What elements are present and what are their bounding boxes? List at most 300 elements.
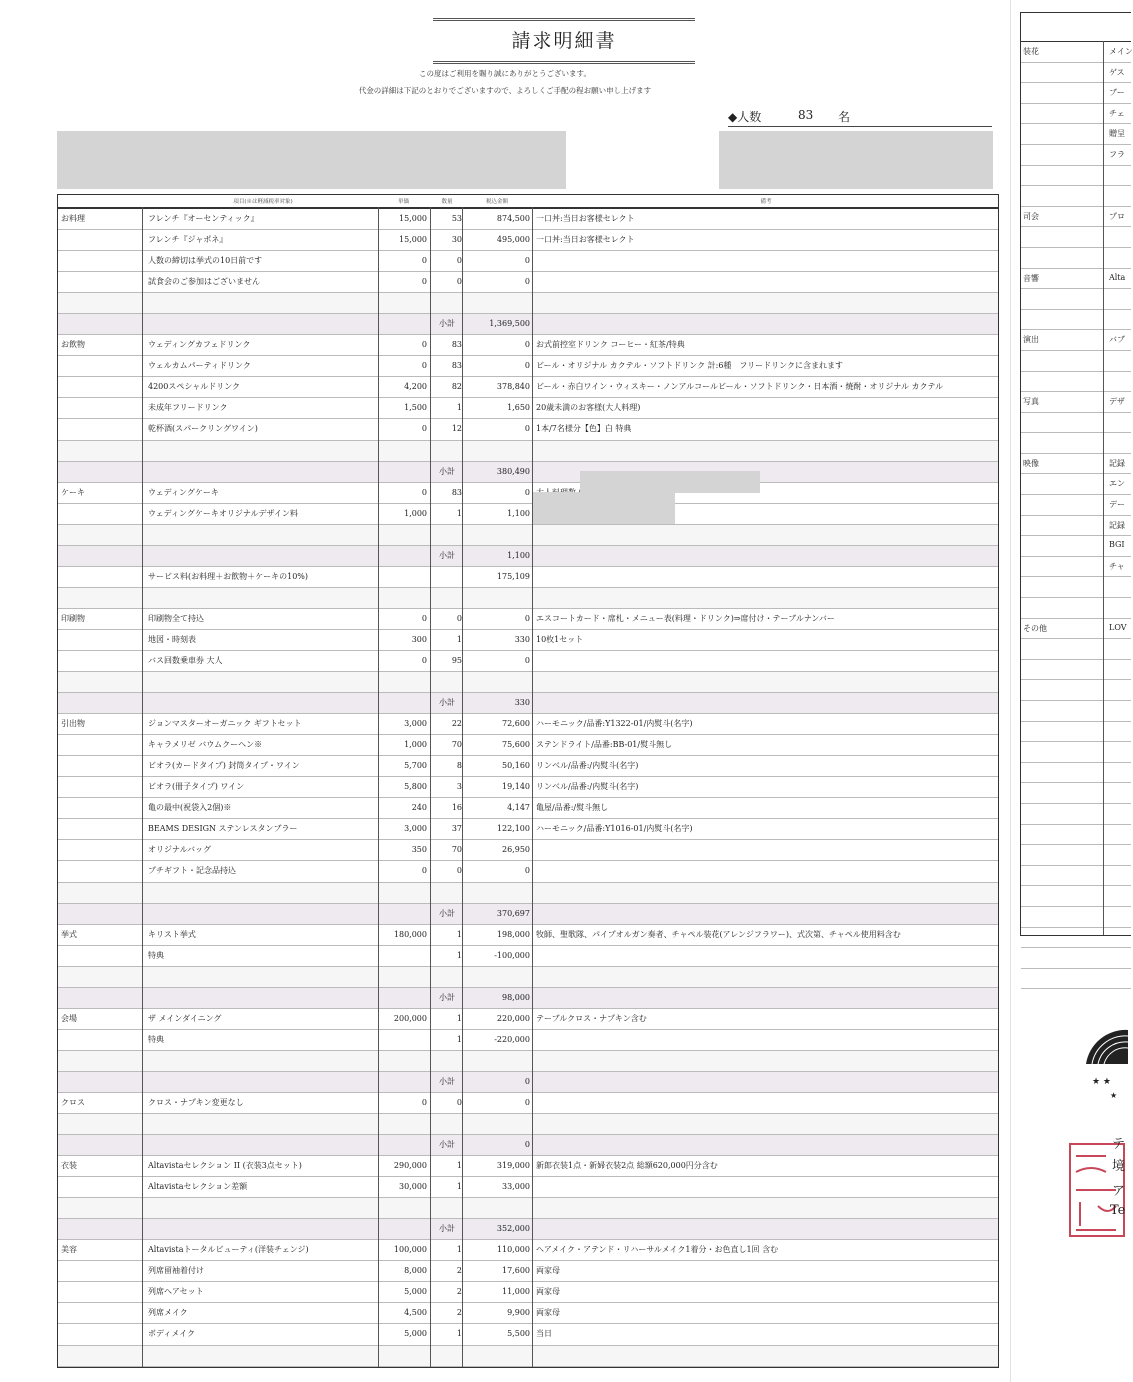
side-table-header bbox=[1021, 13, 1131, 42]
unit-price-cell: 100,000 bbox=[393, 1245, 427, 1255]
side-item-cell: バブ bbox=[1109, 335, 1125, 345]
invoice-table bbox=[57, 194, 999, 1368]
amount-cell: 26,950 bbox=[502, 845, 530, 855]
quantity-cell: 2 bbox=[456, 1266, 462, 1276]
side-table-row bbox=[1021, 619, 1131, 640]
item-cell: ウェルカムパーティドリンク bbox=[148, 361, 251, 371]
side-table-row bbox=[1021, 269, 1131, 290]
side-item-cell: メイン bbox=[1109, 47, 1133, 56]
table-row bbox=[58, 504, 998, 525]
subtotal-row bbox=[58, 546, 998, 567]
amount-cell: 0 bbox=[524, 487, 530, 497]
note-cell bbox=[536, 1093, 996, 1113]
redacted-block bbox=[533, 492, 675, 524]
company-text: ア bbox=[1112, 1184, 1126, 1199]
amount-cell: 330 bbox=[514, 634, 530, 644]
subtotal-amount: 1,369,500 bbox=[489, 319, 530, 329]
unit-price-cell bbox=[380, 946, 427, 966]
side-table-row bbox=[1021, 495, 1131, 516]
subtotal-amount: 98,000 bbox=[502, 992, 530, 1002]
side-table-row bbox=[1021, 104, 1131, 125]
table-row bbox=[58, 588, 998, 609]
side-table-row bbox=[1021, 557, 1131, 578]
note-cell: ステンドライト/品番:BB-01/熨斗無し bbox=[536, 740, 673, 750]
note-cell: エスコートカード・席札・メニュー表(料理・ドリンク)⇒席付け・テーブルナンバー bbox=[536, 613, 835, 623]
item-cell: 亀の最中(祝袋入2個)※ bbox=[148, 803, 232, 813]
amount-cell: 220,000 bbox=[496, 1013, 530, 1023]
category-cell bbox=[61, 1282, 141, 1302]
table-row bbox=[58, 441, 998, 462]
note-cell: リンベル/品番:/内熨斗(名字) bbox=[536, 761, 639, 771]
quantity-cell: 0 bbox=[456, 277, 462, 287]
quantity-cell: 53 bbox=[451, 214, 462, 223]
amount-cell: 75,600 bbox=[502, 740, 530, 750]
subtotal-amount: 380,490 bbox=[496, 466, 530, 476]
note-cell: 1本/7名様分【色】白 特典 bbox=[536, 424, 632, 434]
item-cell: 地図・時刻表 bbox=[148, 634, 196, 644]
subtotal-row bbox=[58, 462, 998, 483]
side-table-row bbox=[1021, 330, 1131, 351]
side-table-row bbox=[1021, 392, 1131, 413]
item-cell: 未成年フリードリンク bbox=[148, 403, 228, 413]
side-item-cell: プロ bbox=[1109, 211, 1125, 221]
side-table-row bbox=[1021, 166, 1131, 187]
unit-price-cell: 30,000 bbox=[399, 1182, 427, 1192]
quantity-cell: 1 bbox=[456, 634, 462, 644]
unit-price-cell: 0 bbox=[421, 866, 427, 876]
unit-price-cell: 200,000 bbox=[393, 1013, 427, 1023]
item-cell: Altavistaセレクション差額 bbox=[148, 1182, 248, 1192]
note-cell: ヘアメイク・アテンド・リハーサルメイク1着分・お色直し1回 含む bbox=[536, 1245, 779, 1255]
amount-cell: 5,500 bbox=[507, 1329, 530, 1339]
table-row bbox=[58, 230, 998, 251]
item-cell: Altavistaトータルビューティ(洋装チェンジ) bbox=[148, 1245, 309, 1255]
unit-price-cell: 5,800 bbox=[404, 782, 427, 792]
note-cell bbox=[536, 272, 996, 292]
quantity-cell: 70 bbox=[451, 740, 462, 750]
note-cell bbox=[536, 251, 996, 271]
item-cell: キリスト挙式 bbox=[148, 929, 196, 939]
subtotal-row bbox=[58, 314, 998, 335]
category-cell bbox=[61, 419, 141, 439]
note-cell: ハーモニック/品番:Y1016-01/内熨斗(名字) bbox=[536, 824, 693, 834]
header-unit: 単価 bbox=[397, 199, 409, 205]
category-cell bbox=[61, 356, 141, 376]
unit-price-cell: 1,000 bbox=[404, 740, 427, 750]
table-row bbox=[58, 525, 998, 546]
amount-cell: 17,600 bbox=[502, 1266, 530, 1276]
amount-cell: 0 bbox=[524, 1097, 530, 1107]
headcount-unit: 名 bbox=[838, 110, 851, 124]
category-cell bbox=[61, 272, 141, 292]
unit-price-cell: 0 bbox=[421, 613, 427, 623]
subtotal-row bbox=[58, 1135, 998, 1156]
item-cell: 試食会のご参加はございません bbox=[148, 277, 260, 287]
amount-cell: 1,100 bbox=[507, 508, 530, 518]
side-table-row bbox=[1021, 372, 1131, 393]
redacted-block bbox=[57, 131, 566, 189]
item-cell: ジョンマスターオーガニック ギフトセット bbox=[148, 719, 302, 729]
side-item-cell: エン bbox=[1109, 479, 1125, 489]
subtotal-row bbox=[58, 693, 998, 714]
table-row bbox=[58, 335, 998, 356]
quantity-cell: 1 bbox=[456, 929, 462, 939]
table-row bbox=[58, 1009, 998, 1030]
quantity-cell: 1 bbox=[456, 1034, 462, 1044]
quantity-cell: 1 bbox=[456, 1013, 462, 1023]
note-cell: 亀屋/品番:/熨斗無し bbox=[536, 803, 609, 813]
item-cell: プチギフト・記念品持込 bbox=[148, 866, 236, 876]
side-table-row bbox=[1021, 83, 1131, 104]
side-table-row bbox=[1021, 742, 1131, 763]
item-cell: 4200スペシャルドリンク bbox=[148, 382, 241, 392]
side-table-row bbox=[1021, 42, 1131, 63]
item-cell: ウェディングケーキオリジナルデザイン料 bbox=[148, 508, 298, 518]
table-row bbox=[58, 651, 998, 672]
side-table-row bbox=[1021, 186, 1131, 207]
quantity-cell: 1 bbox=[456, 403, 462, 413]
note-cell bbox=[536, 567, 996, 587]
headcount-label: ◆人数 bbox=[728, 110, 762, 124]
side-table-row bbox=[1021, 722, 1131, 743]
unit-price-cell: 0 bbox=[421, 340, 427, 350]
note-cell: 両家母 bbox=[536, 1287, 560, 1297]
side-table-row bbox=[1021, 536, 1131, 557]
item-cell: 乾杯酒(スパークリングワイン) bbox=[148, 424, 258, 434]
side-table-row bbox=[1021, 948, 1131, 969]
table-row bbox=[58, 883, 998, 904]
side-table-row bbox=[1021, 310, 1131, 331]
table-row bbox=[58, 419, 998, 440]
item-cell: バス回数乗車券 大人 bbox=[148, 655, 223, 665]
item-cell: ボディメイク bbox=[148, 1329, 196, 1339]
table-row bbox=[58, 714, 998, 735]
amount-cell: 198,000 bbox=[496, 929, 530, 939]
category-cell bbox=[61, 377, 141, 397]
side-item-cell: デー bbox=[1109, 500, 1125, 510]
side-table-row bbox=[1021, 351, 1131, 372]
note-cell bbox=[536, 651, 996, 671]
unit-price-cell: 5,000 bbox=[404, 1329, 427, 1339]
amount-cell: 175,109 bbox=[496, 571, 530, 581]
side-table-row bbox=[1021, 928, 1131, 949]
note-cell: ハーモニック/品番:Y1322-01/内熨斗(名字) bbox=[536, 719, 693, 729]
side-table-row bbox=[1021, 207, 1131, 228]
category-cell: お飲物 bbox=[61, 340, 85, 350]
side-item-cell: デザ bbox=[1109, 397, 1125, 407]
header-item: 項目(※は軽減税率対象) bbox=[233, 199, 293, 205]
side-table-row bbox=[1021, 701, 1131, 722]
category-cell: 美容 bbox=[61, 1245, 77, 1255]
subtotal-amount: 370,697 bbox=[496, 908, 530, 918]
side-table-row bbox=[1021, 680, 1131, 701]
category-cell bbox=[61, 819, 141, 839]
side-item-cell: BGI bbox=[1109, 540, 1125, 550]
subtotal-label: 小計 bbox=[439, 1076, 455, 1086]
category-cell bbox=[61, 1177, 141, 1197]
item-cell: フレンチ『オーセンティック』 bbox=[148, 214, 259, 223]
category-cell bbox=[61, 230, 141, 250]
side-table-row bbox=[1021, 433, 1131, 454]
table-row bbox=[58, 967, 998, 988]
quantity-cell: 30 bbox=[451, 235, 462, 245]
unit-price-cell: 4,500 bbox=[404, 1308, 427, 1318]
intro-line-2: 代金の詳細は下記のとおりでございますので、よろしくご手配の程お願い申し上げます bbox=[358, 86, 652, 95]
note-cell bbox=[536, 840, 996, 860]
quantity-cell: 1 bbox=[456, 950, 462, 960]
side-table-row bbox=[1021, 866, 1131, 887]
table-row bbox=[58, 209, 998, 230]
unit-price-cell: 1,500 bbox=[404, 403, 427, 413]
table-row bbox=[58, 483, 998, 504]
quantity-cell: 1 bbox=[456, 1329, 462, 1339]
table-row bbox=[58, 1198, 998, 1219]
unit-price-cell: 0 bbox=[421, 256, 427, 266]
quantity-cell: 95 bbox=[451, 655, 462, 665]
unit-price-cell: 5,700 bbox=[404, 761, 427, 771]
unit-price-cell: 0 bbox=[421, 655, 427, 665]
side-item-cell: Alta bbox=[1109, 272, 1126, 282]
subtotal-amount: 0 bbox=[524, 1076, 530, 1086]
subtotal-label: 小計 bbox=[439, 992, 455, 1002]
category-cell bbox=[61, 840, 141, 860]
subtotal-label: 小計 bbox=[439, 698, 455, 708]
amount-cell: 495,000 bbox=[496, 235, 530, 245]
subtotal-label: 小計 bbox=[439, 908, 455, 918]
unit-price-cell: 180,000 bbox=[393, 929, 427, 939]
table-row bbox=[58, 819, 998, 840]
side-table-row bbox=[1021, 474, 1131, 495]
note-cell bbox=[536, 946, 996, 966]
unit-price-cell: 300 bbox=[411, 634, 427, 644]
item-cell: ビオラ(カードタイプ) 封筒タイプ・ワイン bbox=[148, 761, 300, 771]
redacted-block bbox=[719, 131, 993, 189]
category-cell: 衣装 bbox=[61, 1161, 77, 1171]
side-table-row bbox=[1021, 413, 1131, 434]
item-cell: 列席ヘアセット bbox=[148, 1287, 204, 1297]
note-cell: ビール・赤白ワイン・ウィスキー・ノンアルコールビール・ソフトドリンク・日本酒・焼酎・オリジナル カクテル bbox=[536, 382, 944, 392]
item-cell: ビオラ(冊子タイプ) ワイン bbox=[148, 782, 245, 792]
table-row bbox=[58, 630, 998, 651]
category-cell bbox=[61, 251, 141, 271]
note-cell: 一口丼:当日お客様セレクト bbox=[536, 235, 635, 245]
table-row bbox=[58, 356, 998, 377]
side-table-row bbox=[1021, 145, 1131, 166]
item-cell: Altavistaセレクション II (衣装3点セット) bbox=[148, 1161, 302, 1171]
unit-price-cell: 1,000 bbox=[404, 508, 427, 518]
amount-cell: 0 bbox=[524, 866, 530, 876]
category-cell bbox=[61, 946, 141, 966]
amount-cell: 378,840 bbox=[496, 382, 530, 392]
side-item-cell: LOV bbox=[1109, 622, 1127, 632]
amount-cell: 19,140 bbox=[502, 782, 530, 792]
side-table-row bbox=[1021, 516, 1131, 537]
item-cell: 列席メイク bbox=[148, 1308, 188, 1318]
side-item-cell: 贈呈 bbox=[1109, 129, 1125, 139]
category-cell: 引出物 bbox=[61, 719, 85, 729]
amount-cell: -100,000 bbox=[494, 950, 530, 960]
item-cell: オリジナルバッグ bbox=[148, 845, 212, 855]
table-row bbox=[58, 293, 998, 314]
unit-price-cell: 240 bbox=[411, 803, 427, 813]
header-note: 備考 bbox=[760, 199, 772, 205]
document-title: 請求明細書 bbox=[433, 18, 695, 64]
side-table-row bbox=[1021, 289, 1131, 310]
unit-price-cell: 3,000 bbox=[404, 719, 427, 729]
note-cell: リンベル/品番:/内熨斗(名字) bbox=[536, 782, 639, 792]
quantity-cell: 0 bbox=[456, 866, 462, 876]
table-row bbox=[58, 251, 998, 272]
table-row bbox=[58, 1240, 998, 1261]
category-cell bbox=[61, 651, 141, 671]
side-category-cell: その他 bbox=[1023, 623, 1047, 633]
category-cell bbox=[61, 567, 141, 587]
quantity-cell: 83 bbox=[451, 340, 462, 350]
category-cell bbox=[61, 1303, 141, 1323]
side-table-row bbox=[1021, 825, 1131, 846]
amount-cell: -220,000 bbox=[494, 1034, 530, 1044]
item-cell: ザ メインダイニング bbox=[148, 1013, 222, 1023]
quantity-cell: 12 bbox=[451, 424, 462, 434]
amount-cell: 0 bbox=[524, 256, 530, 266]
intro-line-1: この度はご利用を賜り誠にありがとうございます。 bbox=[419, 69, 591, 78]
item-cell: 列席留袖着付け bbox=[148, 1266, 204, 1276]
item-cell: ウェディングケーキ bbox=[148, 487, 219, 497]
table-row bbox=[58, 1114, 998, 1135]
unit-price-cell: 0 bbox=[421, 487, 427, 497]
amount-cell: 0 bbox=[524, 655, 530, 665]
quantity-cell: 22 bbox=[451, 719, 462, 729]
side-category-cell: 写真 bbox=[1023, 397, 1039, 407]
note-cell: 牧師、聖歌隊、パイプオルガン奏者、チャペル装花(アレンジフラワー)、式次第、チャペル使用料含む bbox=[536, 929, 901, 939]
unit-price-cell bbox=[380, 1030, 427, 1050]
item-cell: 印刷物全て持込 bbox=[148, 613, 204, 623]
table-row bbox=[58, 798, 998, 819]
item-cell: ウェディングカフェドリンク bbox=[148, 340, 251, 350]
headcount-value: 83 bbox=[798, 108, 814, 122]
subtotal-row bbox=[58, 988, 998, 1009]
table-row bbox=[58, 1093, 998, 1114]
note-cell: テーブルクロス・ナプキン含む bbox=[536, 1013, 647, 1023]
category-cell bbox=[61, 1261, 141, 1281]
note-cell: 両家母 bbox=[536, 1308, 560, 1318]
category-cell bbox=[61, 1030, 141, 1050]
category-cell: 挙式 bbox=[61, 929, 77, 939]
quantity-cell bbox=[432, 567, 462, 587]
unit-price-cell: 0 bbox=[421, 361, 427, 371]
amount-cell: 50,160 bbox=[502, 761, 530, 771]
side-category-cell: 映像 bbox=[1023, 458, 1039, 468]
side-category-cell: 音響 bbox=[1023, 273, 1039, 283]
side-table-row bbox=[1021, 454, 1131, 475]
subtotal-label: 小計 bbox=[439, 1224, 455, 1234]
note-cell bbox=[536, 861, 996, 881]
side-table-row bbox=[1021, 63, 1131, 84]
quantity-cell: 82 bbox=[451, 382, 462, 392]
unit-price-cell: 3,000 bbox=[404, 824, 427, 834]
side-table-row bbox=[1021, 886, 1131, 907]
quantity-cell: 1 bbox=[456, 1161, 462, 1171]
quantity-cell: 83 bbox=[451, 361, 462, 371]
unit-price-cell: 15,000 bbox=[399, 235, 427, 245]
company-text: 境 bbox=[1112, 1159, 1126, 1174]
unit-price-cell: 4,200 bbox=[404, 382, 427, 392]
side-table-row bbox=[1021, 804, 1131, 825]
amount-cell: 874,500 bbox=[496, 214, 530, 223]
category-cell bbox=[61, 1324, 141, 1344]
side-table-row bbox=[1021, 639, 1131, 660]
note-cell: 10枚1セット bbox=[536, 634, 584, 644]
category-cell bbox=[61, 777, 141, 797]
amount-cell: 0 bbox=[524, 424, 530, 434]
note-cell: お式前控室ドリンク コーヒー・紅茶/特典 bbox=[536, 340, 685, 350]
category-cell bbox=[61, 504, 141, 524]
subtotal-amount: 330 bbox=[514, 698, 530, 708]
side-item-cell: チャ bbox=[1109, 561, 1125, 571]
item-cell: 特典 bbox=[148, 1034, 164, 1044]
headcount bbox=[728, 106, 992, 127]
table-row bbox=[58, 925, 998, 946]
note-cell: 新郎衣装1点・新婦衣装2点 総額620,000円分含む bbox=[536, 1161, 718, 1171]
company-text: テ bbox=[1112, 1137, 1126, 1152]
subtotal-label: 小計 bbox=[439, 319, 455, 329]
quantity-cell: 70 bbox=[451, 845, 462, 855]
side-table-row bbox=[1021, 577, 1131, 598]
side-item-cell: 記録 bbox=[1109, 520, 1125, 530]
table-row bbox=[58, 756, 998, 777]
side-table-row bbox=[1021, 124, 1131, 145]
subtotal-row bbox=[58, 1072, 998, 1093]
subtotal-label: 小計 bbox=[439, 550, 455, 560]
item-cell: フレンチ『ジャポネ』 bbox=[148, 235, 228, 245]
amount-cell: 319,000 bbox=[496, 1161, 530, 1171]
subtotal-amount: 0 bbox=[524, 1140, 530, 1150]
quantity-cell: 0 bbox=[456, 256, 462, 266]
side-table-row bbox=[1021, 598, 1131, 619]
table-row bbox=[58, 1346, 998, 1367]
table-header bbox=[58, 195, 998, 209]
header-amount: 税込金額 bbox=[485, 199, 508, 205]
amount-cell: 11,000 bbox=[502, 1287, 530, 1297]
subtotal-row bbox=[58, 1219, 998, 1240]
quantity-cell: 1 bbox=[456, 1182, 462, 1192]
quantity-cell: 1 bbox=[456, 1245, 462, 1255]
table-row bbox=[58, 609, 998, 630]
note-cell: 両家母 bbox=[536, 1266, 560, 1276]
amount-cell: 4,147 bbox=[507, 803, 530, 813]
amount-cell: 9,900 bbox=[507, 1308, 530, 1318]
table-row bbox=[58, 672, 998, 693]
note-cell bbox=[536, 1030, 996, 1050]
side-category-cell: 装花 bbox=[1023, 47, 1039, 56]
category-cell bbox=[61, 735, 141, 755]
table-row bbox=[58, 398, 998, 419]
side-table bbox=[1020, 12, 1131, 936]
item-cell: キャラメリゼ バウムクーヘン※ bbox=[148, 740, 263, 750]
side-category-cell: 司会 bbox=[1023, 211, 1039, 221]
quantity-cell: 0 bbox=[456, 1097, 462, 1107]
table-row bbox=[58, 840, 998, 861]
unit-price-cell: 8,000 bbox=[404, 1266, 427, 1276]
category-cell bbox=[61, 798, 141, 818]
note-cell: 一口丼:当日お客様セレクト bbox=[536, 214, 635, 223]
side-item-cell: ゲス bbox=[1109, 67, 1125, 77]
quantity-cell: 3 bbox=[456, 782, 462, 792]
item-cell: サービス料(お料理＋お飲物＋ケーキの10%) bbox=[148, 571, 309, 581]
side-table-row bbox=[1021, 248, 1131, 269]
subtotal-label: 小計 bbox=[439, 466, 455, 476]
unit-price-cell bbox=[380, 567, 427, 587]
